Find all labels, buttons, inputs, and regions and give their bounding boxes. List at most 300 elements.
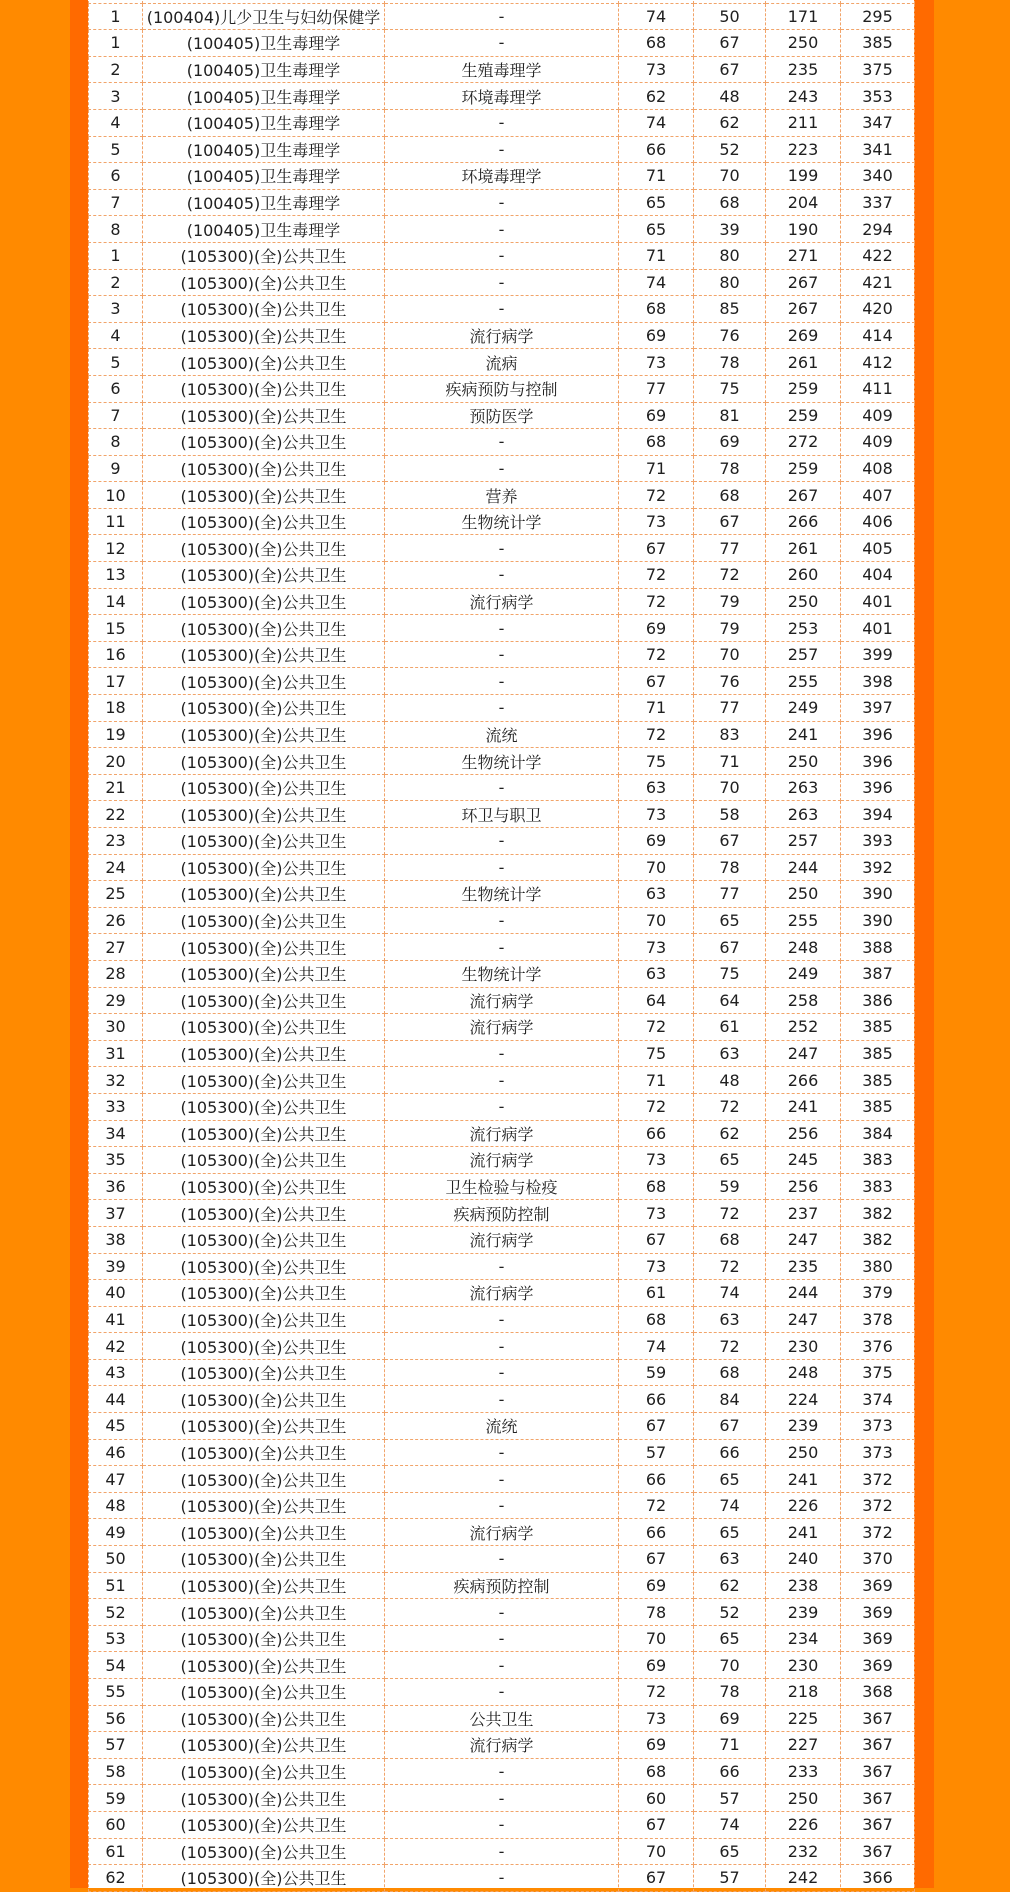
table-row	[89, 1253, 915, 1280]
direction-cell: -	[385, 1865, 619, 1892]
major-cell: (100405)卫生毒理学	[143, 163, 385, 190]
table-row	[89, 907, 915, 934]
professional-score-cell: 257	[766, 641, 841, 668]
table-row	[89, 1200, 915, 1227]
rank-cell: 24	[89, 854, 143, 881]
table-row	[89, 1572, 915, 1599]
politics-score-cell: 63	[619, 774, 694, 801]
rank-cell: 34	[89, 1120, 143, 1147]
major-cell: (105300)(全)公共卫生	[143, 1200, 385, 1227]
major-cell: (105300)(全)公共卫生	[143, 1865, 385, 1892]
politics-score-cell: 66	[619, 1120, 694, 1147]
major-cell: (105300)(全)公共卫生	[143, 1758, 385, 1785]
direction-cell: 生物统计学	[385, 748, 619, 775]
rank-cell: 16	[89, 641, 143, 668]
table-row	[89, 615, 915, 642]
direction-cell: -	[385, 615, 619, 642]
direction-cell: 流病	[385, 349, 619, 376]
professional-score-cell: 247	[766, 1226, 841, 1253]
english-score-cell: 74	[694, 1492, 766, 1519]
direction-cell: -	[385, 1811, 619, 1838]
major-cell: (100405)卫生毒理学	[143, 56, 385, 83]
politics-score-cell: 73	[619, 56, 694, 83]
direction-cell: -	[385, 641, 619, 668]
table-row	[89, 774, 915, 801]
politics-score-cell: 67	[619, 535, 694, 562]
politics-score-cell: 62	[619, 83, 694, 110]
professional-score-cell: 241	[766, 1093, 841, 1120]
rank-cell: 3	[89, 296, 143, 323]
professional-score-cell: 230	[766, 1652, 841, 1679]
politics-score-cell: 72	[619, 588, 694, 615]
politics-score-cell: 67	[619, 668, 694, 695]
total-score-cell: 414	[841, 322, 915, 349]
english-score-cell: 69	[694, 429, 766, 456]
professional-score-cell: 241	[766, 721, 841, 748]
direction-cell: 流行病学	[385, 322, 619, 349]
total-score-cell: 375	[841, 1359, 915, 1386]
table-row	[89, 1093, 915, 1120]
direction-cell: 生殖毒理学	[385, 56, 619, 83]
politics-score-cell: 70	[619, 907, 694, 934]
major-cell: (100405)卫生毒理学	[143, 83, 385, 110]
total-score-cell: 420	[841, 296, 915, 323]
direction-cell: -	[385, 136, 619, 163]
english-score-cell: 75	[694, 375, 766, 402]
total-score-cell: 369	[841, 1572, 915, 1599]
politics-score-cell: 70	[619, 1625, 694, 1652]
professional-score-cell: 233	[766, 1758, 841, 1785]
major-cell: (105300)(全)公共卫生	[143, 1359, 385, 1386]
english-score-cell: 68	[694, 1226, 766, 1253]
professional-score-cell: 267	[766, 296, 841, 323]
english-score-cell: 62	[694, 1572, 766, 1599]
table-row	[89, 1546, 915, 1573]
politics-score-cell: 73	[619, 508, 694, 535]
major-cell: (105300)(全)公共卫生	[143, 1466, 385, 1493]
direction-cell: -	[385, 109, 619, 136]
english-score-cell: 77	[694, 695, 766, 722]
politics-score-cell: 60	[619, 1785, 694, 1812]
total-score-cell: 367	[841, 1838, 915, 1865]
major-cell: (100405)卫生毒理学	[143, 189, 385, 216]
total-score-cell: 373	[841, 1413, 915, 1440]
professional-score-cell: 226	[766, 1811, 841, 1838]
politics-score-cell: 67	[619, 1226, 694, 1253]
total-score-cell: 378	[841, 1306, 915, 1333]
direction-cell: 流行病学	[385, 1280, 619, 1307]
english-score-cell: 70	[694, 641, 766, 668]
professional-score-cell: 271	[766, 242, 841, 269]
rank-cell: 6	[89, 375, 143, 402]
major-cell: (105300)(全)公共卫生	[143, 1280, 385, 1307]
rank-cell: 46	[89, 1439, 143, 1466]
table-row	[89, 641, 915, 668]
table-row	[89, 402, 915, 429]
professional-score-cell: 227	[766, 1732, 841, 1759]
politics-score-cell: 66	[619, 1386, 694, 1413]
direction-cell: 疾病预防控制	[385, 1200, 619, 1227]
direction-cell: 环卫与职卫	[385, 801, 619, 828]
table-row	[89, 801, 915, 828]
total-score-cell: 397	[841, 695, 915, 722]
professional-score-cell: 238	[766, 1572, 841, 1599]
direction-cell: 疾病预防与控制	[385, 375, 619, 402]
major-cell: (105300)(全)公共卫生	[143, 455, 385, 482]
english-score-cell: 48	[694, 83, 766, 110]
table-row	[89, 695, 915, 722]
professional-score-cell: 263	[766, 774, 841, 801]
english-score-cell: 71	[694, 1732, 766, 1759]
rank-cell: 56	[89, 1705, 143, 1732]
english-score-cell: 76	[694, 322, 766, 349]
politics-score-cell: 68	[619, 30, 694, 57]
rank-cell: 38	[89, 1226, 143, 1253]
table-row	[89, 562, 915, 589]
rank-cell: 8	[89, 216, 143, 243]
direction-cell: -	[385, 1785, 619, 1812]
professional-score-cell: 255	[766, 907, 841, 934]
english-score-cell: 63	[694, 1306, 766, 1333]
english-score-cell: 78	[694, 854, 766, 881]
english-score-cell: 72	[694, 1253, 766, 1280]
professional-score-cell: 266	[766, 1067, 841, 1094]
table-row	[89, 1811, 915, 1838]
major-cell: (105300)(全)公共卫生	[143, 907, 385, 934]
rank-cell: 42	[89, 1333, 143, 1360]
english-score-cell: 65	[694, 1147, 766, 1174]
politics-score-cell: 65	[619, 216, 694, 243]
politics-score-cell: 68	[619, 429, 694, 456]
rank-cell: 5	[89, 349, 143, 376]
rank-cell: 30	[89, 1014, 143, 1041]
table-row	[89, 881, 915, 908]
table-row	[89, 1306, 915, 1333]
major-cell: (100405)卫生毒理学	[143, 109, 385, 136]
politics-score-cell: 64	[619, 987, 694, 1014]
table-row	[89, 163, 915, 190]
table-row	[89, 1120, 915, 1147]
table-row	[89, 1067, 915, 1094]
english-score-cell: 57	[694, 1785, 766, 1812]
table-row	[89, 1599, 915, 1626]
total-score-cell: 394	[841, 801, 915, 828]
direction-cell: -	[385, 1253, 619, 1280]
professional-score-cell: 241	[766, 1519, 841, 1546]
professional-score-cell: 253	[766, 615, 841, 642]
rank-cell: 51	[89, 1572, 143, 1599]
english-score-cell: 72	[694, 1333, 766, 1360]
total-score-cell: 390	[841, 881, 915, 908]
major-cell: (105300)(全)公共卫生	[143, 987, 385, 1014]
total-score-cell: 383	[841, 1147, 915, 1174]
english-score-cell: 75	[694, 960, 766, 987]
total-score-cell: 390	[841, 907, 915, 934]
politics-score-cell: 67	[619, 1413, 694, 1440]
english-score-cell: 85	[694, 296, 766, 323]
politics-score-cell: 68	[619, 296, 694, 323]
direction-cell: -	[385, 1439, 619, 1466]
politics-score-cell: 66	[619, 1519, 694, 1546]
direction-cell: 公共卫生	[385, 1705, 619, 1732]
total-score-cell: 409	[841, 429, 915, 456]
direction-cell: -	[385, 1838, 619, 1865]
rank-cell: 50	[89, 1546, 143, 1573]
politics-score-cell: 70	[619, 1838, 694, 1865]
rank-cell: 22	[89, 801, 143, 828]
english-score-cell: 84	[694, 1386, 766, 1413]
major-cell: (105300)(全)公共卫生	[143, 1811, 385, 1838]
rank-cell: 23	[89, 828, 143, 855]
major-cell: (105300)(全)公共卫生	[143, 1572, 385, 1599]
direction-cell: 流统	[385, 1413, 619, 1440]
professional-score-cell: 267	[766, 269, 841, 296]
table-row	[89, 721, 915, 748]
politics-score-cell: 73	[619, 1253, 694, 1280]
total-score-cell: 383	[841, 1173, 915, 1200]
total-score-cell: 393	[841, 828, 915, 855]
table-row	[89, 1173, 915, 1200]
english-score-cell: 65	[694, 1838, 766, 1865]
total-score-cell: 372	[841, 1466, 915, 1493]
english-score-cell: 67	[694, 934, 766, 961]
rank-cell: 9	[89, 455, 143, 482]
major-cell: (105300)(全)公共卫生	[143, 641, 385, 668]
table-row	[89, 136, 915, 163]
direction-cell: -	[385, 189, 619, 216]
total-score-cell: 337	[841, 189, 915, 216]
direction-cell: 生物统计学	[385, 881, 619, 908]
major-cell: (105300)(全)公共卫生	[143, 588, 385, 615]
rank-cell: 58	[89, 1758, 143, 1785]
politics-score-cell: 71	[619, 242, 694, 269]
major-cell: (105300)(全)公共卫生	[143, 269, 385, 296]
major-cell: (105300)(全)公共卫生	[143, 828, 385, 855]
professional-score-cell: 204	[766, 189, 841, 216]
total-score-cell: 341	[841, 136, 915, 163]
politics-score-cell: 69	[619, 1572, 694, 1599]
total-score-cell: 367	[841, 1811, 915, 1838]
rank-cell: 2	[89, 56, 143, 83]
direction-cell: -	[385, 1679, 619, 1706]
major-cell: (100405)卫生毒理学	[143, 136, 385, 163]
english-score-cell: 80	[694, 269, 766, 296]
direction-cell: 流行病学	[385, 1732, 619, 1759]
professional-score-cell: 261	[766, 349, 841, 376]
total-score-cell: 385	[841, 1040, 915, 1067]
direction-cell: 流行病学	[385, 588, 619, 615]
major-cell: (105300)(全)公共卫生	[143, 881, 385, 908]
professional-score-cell: 244	[766, 854, 841, 881]
english-score-cell: 68	[694, 189, 766, 216]
total-score-cell: 369	[841, 1625, 915, 1652]
english-score-cell: 67	[694, 508, 766, 535]
major-cell: (100405)卫生毒理学	[143, 30, 385, 57]
rank-cell: 31	[89, 1040, 143, 1067]
major-cell: (105300)(全)公共卫生	[143, 1599, 385, 1626]
direction-cell: -	[385, 1386, 619, 1413]
direction-cell: -	[385, 774, 619, 801]
total-score-cell: 385	[841, 1014, 915, 1041]
major-cell: (105300)(全)公共卫生	[143, 1226, 385, 1253]
rank-cell: 15	[89, 615, 143, 642]
table-row	[89, 1652, 915, 1679]
table-row	[89, 1865, 915, 1892]
professional-score-cell: 244	[766, 1280, 841, 1307]
direction-cell: -	[385, 1758, 619, 1785]
rank-cell: 45	[89, 1413, 143, 1440]
professional-score-cell: 250	[766, 588, 841, 615]
professional-score-cell: 255	[766, 668, 841, 695]
total-score-cell: 387	[841, 960, 915, 987]
major-cell: (105300)(全)公共卫生	[143, 1652, 385, 1679]
major-cell: (105300)(全)公共卫生	[143, 1014, 385, 1041]
major-cell: (105300)(全)公共卫生	[143, 721, 385, 748]
english-score-cell: 52	[694, 136, 766, 163]
politics-score-cell: 69	[619, 1732, 694, 1759]
major-cell: (105300)(全)公共卫生	[143, 1306, 385, 1333]
major-cell: (105300)(全)公共卫生	[143, 535, 385, 562]
direction-cell: -	[385, 695, 619, 722]
professional-score-cell: 225	[766, 1705, 841, 1732]
table-row	[89, 269, 915, 296]
english-score-cell: 64	[694, 987, 766, 1014]
total-score-cell: 375	[841, 56, 915, 83]
professional-score-cell: 232	[766, 1838, 841, 1865]
direction-cell: -	[385, 1067, 619, 1094]
professional-score-cell: 257	[766, 828, 841, 855]
table-row	[89, 1147, 915, 1174]
professional-score-cell: 248	[766, 934, 841, 961]
direction-cell: -	[385, 1359, 619, 1386]
table-row	[89, 1386, 915, 1413]
direction-cell: 环境毒理学	[385, 83, 619, 110]
professional-score-cell: 256	[766, 1120, 841, 1147]
professional-score-cell: 258	[766, 987, 841, 1014]
table-row	[89, 588, 915, 615]
politics-score-cell: 61	[619, 1280, 694, 1307]
english-score-cell: 65	[694, 1519, 766, 1546]
english-score-cell: 74	[694, 1280, 766, 1307]
english-score-cell: 79	[694, 615, 766, 642]
table-row	[89, 296, 915, 323]
total-score-cell: 404	[841, 562, 915, 589]
english-score-cell: 83	[694, 721, 766, 748]
direction-cell: -	[385, 429, 619, 456]
rank-cell: 52	[89, 1599, 143, 1626]
direction-cell: -	[385, 562, 619, 589]
direction-cell: -	[385, 1040, 619, 1067]
english-score-cell: 74	[694, 1811, 766, 1838]
english-score-cell: 59	[694, 1173, 766, 1200]
english-score-cell: 78	[694, 1679, 766, 1706]
professional-score-cell: 247	[766, 1306, 841, 1333]
table-row	[89, 1333, 915, 1360]
table-row	[89, 322, 915, 349]
professional-score-cell: 249	[766, 960, 841, 987]
politics-score-cell: 63	[619, 960, 694, 987]
total-score-cell: 406	[841, 508, 915, 535]
politics-score-cell: 66	[619, 136, 694, 163]
direction-cell: -	[385, 1093, 619, 1120]
rank-cell: 1	[89, 3, 143, 30]
professional-score-cell: 234	[766, 1625, 841, 1652]
politics-score-cell: 70	[619, 854, 694, 881]
total-score-cell: 376	[841, 1333, 915, 1360]
english-score-cell: 78	[694, 455, 766, 482]
politics-score-cell: 67	[619, 1546, 694, 1573]
total-score-cell: 369	[841, 1652, 915, 1679]
rank-cell: 53	[89, 1625, 143, 1652]
total-score-cell: 369	[841, 1599, 915, 1626]
major-cell: (105300)(全)公共卫生	[143, 854, 385, 881]
direction-cell: 流行病学	[385, 987, 619, 1014]
rank-cell: 17	[89, 668, 143, 695]
table-row	[89, 1466, 915, 1493]
professional-score-cell: 242	[766, 1865, 841, 1892]
table-row	[89, 242, 915, 269]
english-score-cell: 58	[694, 801, 766, 828]
rank-cell: 44	[89, 1386, 143, 1413]
rank-cell: 47	[89, 1466, 143, 1493]
professional-score-cell: 266	[766, 508, 841, 535]
total-score-cell: 367	[841, 1758, 915, 1785]
politics-score-cell: 72	[619, 482, 694, 509]
total-score-cell: 401	[841, 588, 915, 615]
major-cell: (105300)(全)公共卫生	[143, 1333, 385, 1360]
politics-score-cell: 69	[619, 615, 694, 642]
english-score-cell: 81	[694, 402, 766, 429]
politics-score-cell: 73	[619, 1147, 694, 1174]
direction-cell: 预防医学	[385, 402, 619, 429]
rank-cell: 6	[89, 163, 143, 190]
rank-cell: 7	[89, 402, 143, 429]
total-score-cell: 367	[841, 1732, 915, 1759]
major-cell: (105300)(全)公共卫生	[143, 748, 385, 775]
total-score-cell: 372	[841, 1519, 915, 1546]
direction-cell: -	[385, 242, 619, 269]
professional-score-cell: 259	[766, 375, 841, 402]
major-cell: (105300)(全)公共卫生	[143, 322, 385, 349]
major-cell: (105300)(全)公共卫生	[143, 1120, 385, 1147]
table-row	[89, 1705, 915, 1732]
table-row	[89, 83, 915, 110]
politics-score-cell: 71	[619, 455, 694, 482]
professional-score-cell: 272	[766, 429, 841, 456]
total-score-cell: 373	[841, 1439, 915, 1466]
english-score-cell: 76	[694, 668, 766, 695]
politics-score-cell: 74	[619, 269, 694, 296]
english-score-cell: 72	[694, 1200, 766, 1227]
professional-score-cell: 237	[766, 1200, 841, 1227]
rank-cell: 8	[89, 429, 143, 456]
direction-cell: -	[385, 1466, 619, 1493]
table-row	[89, 1040, 915, 1067]
table-row	[89, 349, 915, 376]
total-score-cell: 367	[841, 1785, 915, 1812]
total-score-cell: 396	[841, 774, 915, 801]
table-panel	[88, 0, 914, 1888]
politics-score-cell: 74	[619, 1333, 694, 1360]
major-cell: (105300)(全)公共卫生	[143, 1253, 385, 1280]
professional-score-cell: 248	[766, 1359, 841, 1386]
politics-score-cell: 72	[619, 1492, 694, 1519]
english-score-cell: 68	[694, 1359, 766, 1386]
politics-score-cell: 69	[619, 402, 694, 429]
direction-cell: -	[385, 934, 619, 961]
rank-cell: 33	[89, 1093, 143, 1120]
professional-score-cell: 250	[766, 30, 841, 57]
